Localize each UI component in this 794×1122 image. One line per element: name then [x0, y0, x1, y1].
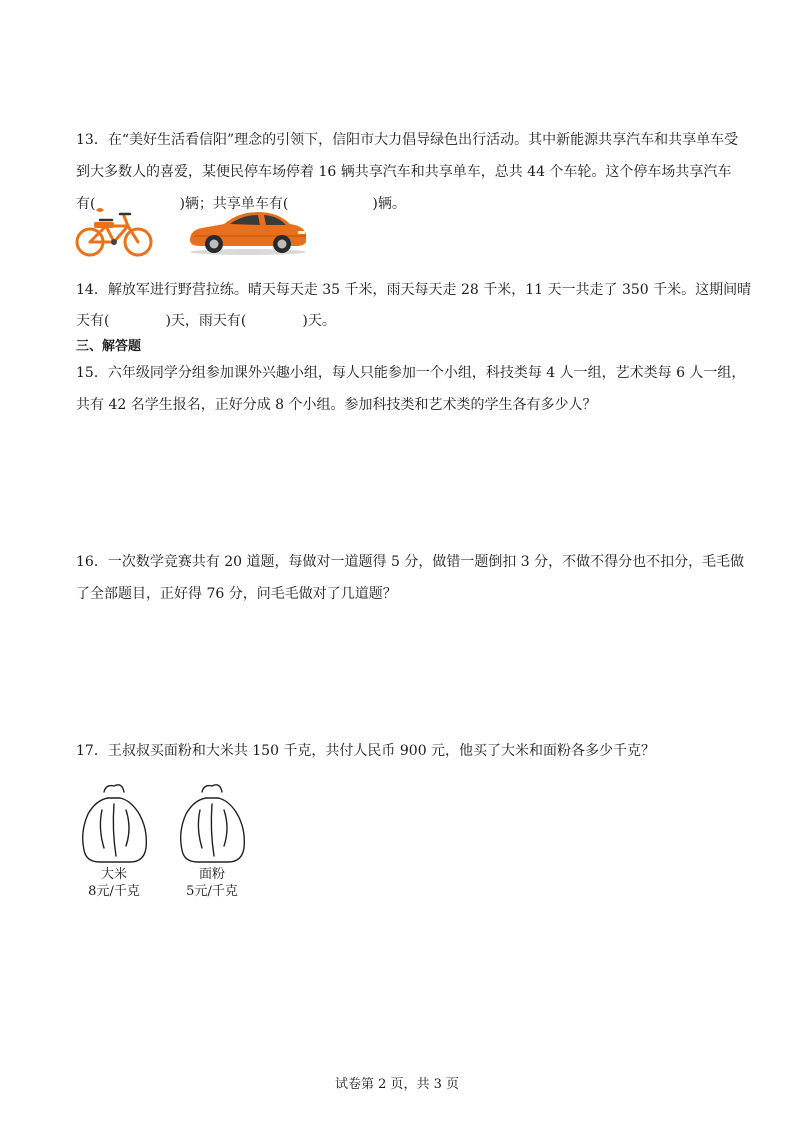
q16-line-2: 了全部题目，正好得 76 分，问毛毛做对了几道题？	[76, 586, 397, 602]
q14-line-2-end: )天。	[302, 313, 336, 329]
q14-line-1: 14．解放军进行野营拉练。晴天每天走 35 千米，雨天每天走 28 千米，11 天一共走了 350 千米。这期间晴	[76, 282, 752, 298]
sack-price-rice: 8元/千克	[88, 884, 140, 899]
sack-icon	[78, 780, 150, 866]
q14-line-2	[76, 311, 336, 331]
sack-label-flour: 面粉	[198, 867, 225, 882]
q14-line-2-middle: )天，雨天有(	[165, 313, 247, 329]
q14-line-2-start: 天有(	[76, 313, 110, 329]
sack-icon	[176, 780, 248, 866]
q13-line-1: 13．在“美好生活看信阳”理念的引领下，信阳市大力倡导绿色出行活动。其中新能源共享汽车和共享单车受	[76, 132, 739, 148]
q13-line-3-middle: )辆；共享单车有(	[179, 196, 289, 212]
q15-line-1: 15．六年级同学分组参加课外兴趣小组，每人只能参加一个小组，科技类每 4 人一组，艺术类每 6 人一组，	[76, 365, 746, 381]
page-number: 试卷第 2 页，共 3 页	[334, 1077, 460, 1092]
q16-line-1: 16．一次数学竞赛共有 20 道题，每做对一道题得 5 分，做错一题倒扣 3 分，不做不得分也不扣分，毛毛做	[76, 554, 745, 570]
q17-line-1: 17．王叔叔买面粉和大米共 150 千克，共付人民币 900 元，他买了大米和面粉各多少千克？	[76, 743, 656, 759]
bicycle-icon	[72, 204, 156, 260]
sack-label-rice: 大米	[100, 867, 127, 882]
q13-line-3-end: )辆。	[372, 196, 406, 212]
section-heading: 三、解答题	[76, 339, 142, 354]
q13-line-3-start: 有(	[76, 196, 96, 212]
sack-price-flour: 5元/千克	[186, 884, 238, 899]
q13-line-2: 到大多数人的喜爱，某便民停车场停着 16 辆共享汽车和共享单车，总共 44 个车轮。这个停车场共享汽车	[76, 164, 732, 180]
car-icon	[186, 206, 310, 256]
q15-line-2: 共有 42 名学生报名，正好分成 8 个小组。参加科技类和艺术类的学生各有多少人？	[76, 397, 597, 413]
